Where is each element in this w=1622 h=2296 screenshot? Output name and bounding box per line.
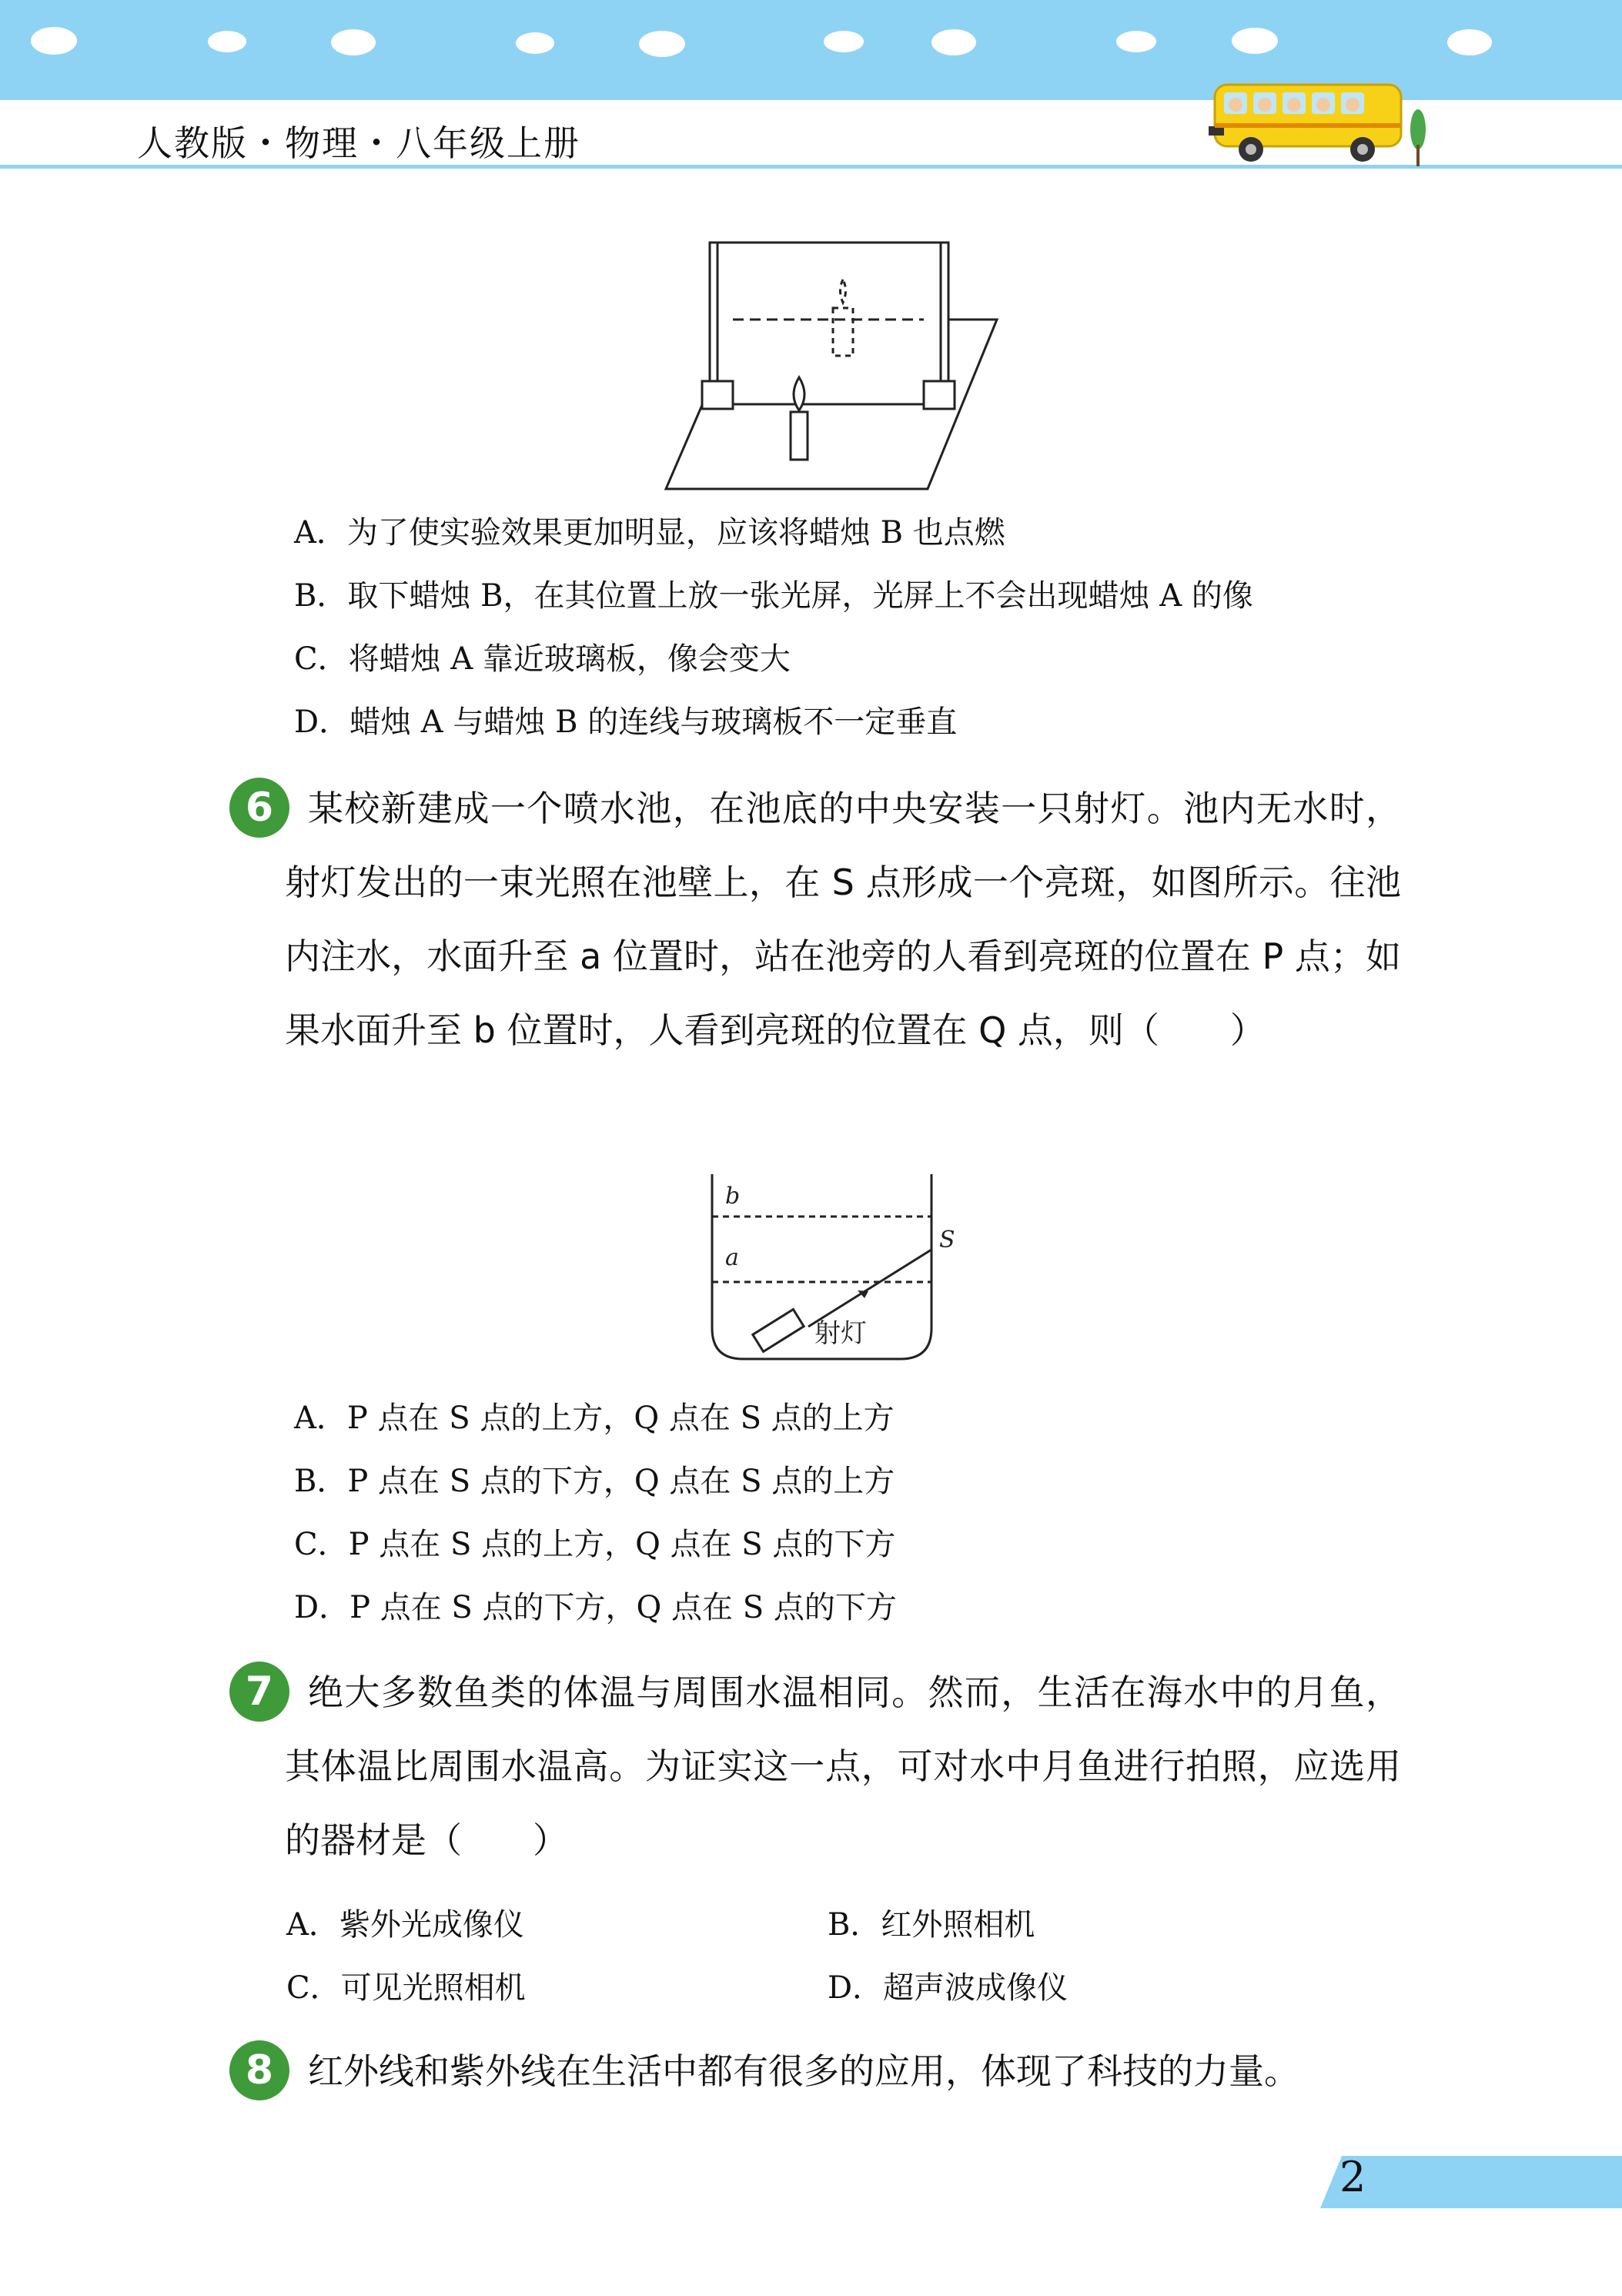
q5-option-a: A．为了使实验效果更加明显，应该将蜡烛 B 也点燃 — [294, 515, 1005, 551]
cloud-icon — [208, 31, 246, 52]
q6-option-c: C．P 点在 S 点的上方，Q 点在 S 点的下方 — [294, 1527, 896, 1562]
spotlight — [753, 1310, 804, 1352]
question-8-badge: 8 — [229, 2040, 289, 2100]
q5-option-c: C．将蜡烛 A 靠近玻璃板，像会变大 — [294, 641, 791, 677]
cloud-icon — [331, 29, 376, 55]
cloud-icon — [31, 27, 77, 55]
q6-option-a: A．P 点在 S 点的上方，Q 点在 S 点的上方 — [294, 1401, 895, 1436]
question-6-text: 某校新建成一个喷水池，在池底的中央安装一只射灯。池内无水时，射灯发出的一束光照在池壁上，在 S 点形成一个亮斑，如图所示。往池内注水，水面升至 a 位置时，站在池旁的人看到亮斑的位置在 P 点；如果水面升至 b 位置时，人看到亮斑的位置在 Q 点，则（ ） — [285, 788, 1401, 1051]
question-7-badge: 7 — [229, 1662, 289, 1722]
question-6-badge: 6 — [229, 778, 289, 838]
cloud-icon — [1116, 31, 1156, 52]
glass-plate — [710, 243, 948, 404]
page-number: 2 — [1339, 2153, 1366, 2201]
school-bus-icon — [1209, 75, 1432, 172]
q7-option-b: B．红外照相机 — [828, 1907, 1035, 1943]
q7-option-c: C．可见光照相机 — [286, 1970, 526, 2006]
question-7-text: 绝大多数鱼类的体温与周围水温相同。然而，生活在海水中的月鱼，其体温比周围水温高。为证实这一点，可对水中月鱼进行拍照，应选用的器材是（ ） — [285, 1672, 1401, 1861]
cloud-icon — [931, 29, 976, 55]
plate-support-left — [702, 381, 733, 409]
cloud-icon — [1447, 29, 1492, 55]
plane-mirror-candle-figure — [654, 235, 1008, 497]
fountain-pool-figure — [677, 1166, 985, 1374]
label-a: a — [725, 1244, 739, 1271]
question-8-text: 红外线和紫外线在生活中都有很多的应用，体现了科技的力量。 — [308, 2050, 1299, 2092]
q5-option-b: B．取下蜡烛 B，在其位置上放一张光屏，光屏上不会出现蜡烛 A 的像 — [294, 578, 1253, 614]
book-title: 人教版・物理・八年级上册 — [137, 122, 580, 164]
q5-option-d: D．蜡烛 A 与蜡烛 B 的连线与玻璃板不一定垂直 — [294, 705, 958, 740]
label-spotlight: 射灯 — [814, 1318, 867, 1349]
cloud-icon — [1232, 28, 1278, 54]
light-beam — [808, 1250, 931, 1327]
candle-a — [791, 377, 808, 460]
cloud-icon — [824, 31, 864, 52]
q6-option-b: B．P 点在 S 点的下方，Q 点在 S 点的上方 — [294, 1464, 895, 1499]
label-s: S — [939, 1227, 955, 1253]
plate-support-right — [924, 381, 955, 409]
q7-option-a: A．紫外光成像仪 — [286, 1907, 524, 1943]
q6-option-d: D．P 点在 S 点的下方，Q 点在 S 点的下方 — [294, 1590, 897, 1625]
label-b: b — [725, 1183, 741, 1210]
cloud-icon — [639, 31, 685, 57]
cloud-icon — [516, 32, 554, 54]
q7-option-d: D．超声波成像仪 — [828, 1970, 1069, 2006]
